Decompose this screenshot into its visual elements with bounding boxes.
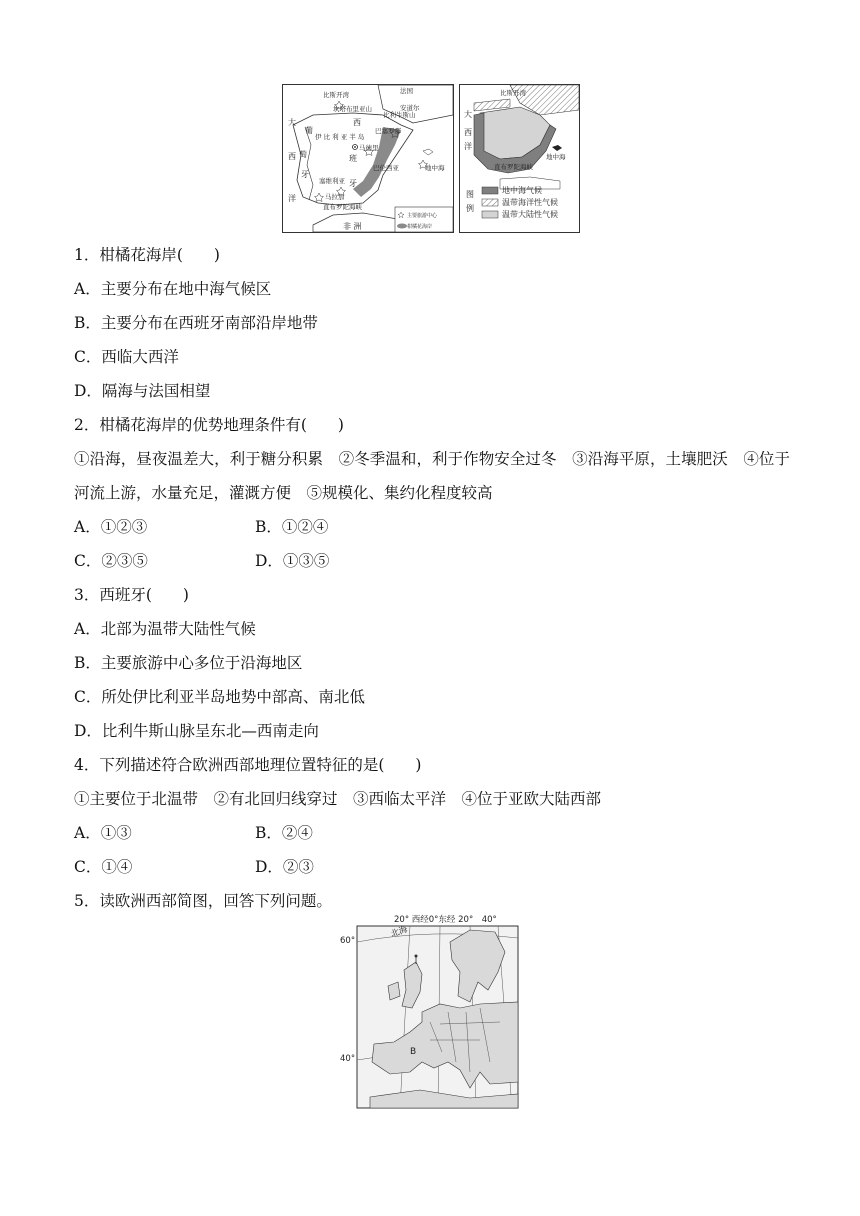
q4-option-d: D．②③ [255,858,314,876]
q1-option-c: C．西临大西洋 [74,348,179,366]
q2-option-d: D．①③⑤ [255,552,330,570]
q1-stem: 1．柑橘花海岸( ) [74,246,220,264]
label-da: 大 [288,118,296,127]
label-da-right: 大 [464,110,472,119]
label-france: 法国 [400,87,413,95]
label-bay: 比斯开湾 [323,91,349,99]
label-point-b: B [410,1047,417,1057]
q2-option-c: C．②③⑤ [74,552,148,570]
label-peninsula: 伊 比 利 亚 半 岛 [315,133,365,141]
label-spain-1: 西 [353,118,361,127]
q4-stem: 4．下列描述符合欧洲西部地理位置特征的是( ) [74,756,422,774]
label-spain-3: 牙 [349,179,357,188]
label-barcelona: 巴塞罗那 [375,127,401,135]
label-gibraltar: 直布罗陀海峡 [323,203,362,211]
label-andorra: 安道尔 [400,104,420,112]
q5-stem: 5．读欧洲西部简图，回答下列问题。 [74,892,332,910]
label-sevilla: 塞维利亚 [319,177,345,185]
legend-oceanic-climate: 温带海洋性气候 [502,198,558,207]
label-madrid: 马德里 [359,144,379,152]
q3-option-a: A．北部为温带大陆性气候 [74,620,256,638]
legend-continental-climate: 温带大陆性气候 [502,210,558,219]
label-gibraltar-right: 直布罗陀海峡 [494,163,533,171]
legend-center: 主要旅游中心 [407,213,438,219]
label-xi-right: 西 [464,128,472,137]
label-spain-2: 班 [349,154,357,163]
q3-option-c: C．所处伊比利亚半岛地势中部高、南北低 [74,688,365,706]
legend-med-climate: 地中海气候 [502,186,542,195]
q1-option-d: D．隔海与法国相望 [74,382,211,400]
label-bay-right: 比斯开湾 [500,89,526,97]
label-portugal-3: 牙 [301,170,309,179]
q2-stem: 2．柑橘花海岸的优势地理条件有( ) [74,416,344,434]
label-valencia: 巴伦西亚 [373,164,399,172]
label-med: 地中海 [425,164,445,172]
legend-title-1: 图 [466,190,474,199]
label-africa: 非 洲 [343,222,362,231]
q1-option-b: B．主要分布在西班牙南部沿岸地带 [74,314,318,332]
label-pyrenees: 比利牛斯山 [383,111,416,119]
q4-option-b: B．②④ [255,824,313,842]
q2-option-a: A．①②③ [74,518,148,536]
q1-option-a: A．主要分布在地中海气候区 [74,280,272,298]
europe-lat-60: 60° [340,936,356,946]
spain-map [282,84,454,233]
label-yang: 洋 [288,194,296,203]
label-portugal-2: 萄 [299,150,307,159]
label-malaga: 马拉加 [325,193,345,201]
label-yang-right: 洋 [464,142,472,151]
label-north-sea: 北海 [389,924,410,940]
europe-map [330,912,530,1112]
q3-option-b: B．主要旅游中心多位于沿海地区 [74,654,303,672]
q4-body: ①主要位于北温带 ②有北回归线穿过 ③西临太平洋 ④位于亚欧大陆西部 [74,790,602,808]
label-portugal-1: 葡 [305,126,313,135]
q4-option-c: C．①④ [74,858,133,876]
climate-map [459,84,580,233]
europe-top-labels: 20° 西经0°东经 20° 40° [394,915,497,925]
q2-body: ①沿海，昼夜温差大，利于糖分积累 ②冬季温和，利于作物安全过冬 ③沿海平原，土壤肥沃 ④位于河流上游，水量充足，灌溉方便 ⑤规模化、集约化程度较高 [74,450,790,502]
label-med-right: 地中海 [546,153,566,161]
q3-option-d: D．比利牛斯山脉呈东北—西南走向 [74,722,319,740]
legend-title-2: 例 [466,204,474,213]
label-xi: 西 [288,152,296,161]
europe-lat-40: 40° [340,1054,356,1064]
legend-coast: 柑橘花海岸 [407,224,433,230]
q2-option-b: B．①②④ [255,518,329,536]
q3-stem: 3．西班牙( ) [74,586,189,604]
label-cantabria: 坎塔布里亚山 [333,105,372,113]
q4-option-a: A．①③ [74,824,132,842]
